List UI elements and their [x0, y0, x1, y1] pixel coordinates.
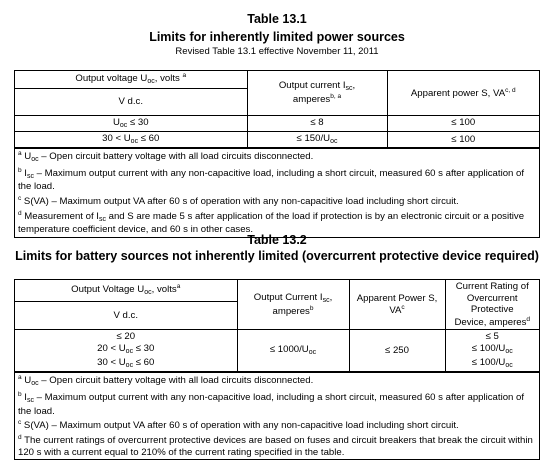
table2-col4-header: Current Rating of Overcurrent Protective Device, amperes$^d$ [445, 280, 539, 330]
table1-power-cell: ≤ 100 [387, 115, 539, 131]
table2-note-a: $^a$ $U_{oc}$ – Open circuit battery voltage with all load circuits disconnected. [18, 374, 314, 388]
table1-current-cell: ≤ 8 [247, 115, 387, 131]
table2-current-cell: ≤ $1000/U_{oc}$ [237, 330, 349, 372]
table2-title: Limits for battery sources not inherently limited (overcurrent protective device required) [15, 249, 539, 263]
table2-col1-subheader: V d.c. [15, 302, 237, 330]
table1-col1-subheader: V d.c. [15, 88, 247, 115]
table1-col1-header: Output voltage $U_{oc}$, volts $^a$ [15, 71, 247, 88]
table2-voltage-row: $20 < U_{oc} \le 30$ [97, 342, 155, 355]
table1-voltage-cell: $30 < U_{oc} \le 60$ [15, 131, 247, 147]
table2-note-b: $^b$ $I_{sc}$ – Maximum output current with any non-capacitive load, including a short circuit, measured 60 s after application of the load. [18, 391, 525, 417]
table2-voltage-cell [15, 330, 237, 372]
table1-note-a: $^a$ $U_{oc}$ – Open circuit battery voltage with all load circuits disconnected. [18, 150, 314, 164]
table1-note-b: $^b$ $I_{sc}$ – Maximum output current with any non-capacitive load, including a short circuit, measured 60 s after application of the load. [18, 166, 525, 193]
table1-col3-header: Apparent power S, VA$^{c, d}$ [387, 71, 539, 115]
table1-number: Table 13.1 [247, 12, 307, 26]
table2-col1-header: Output Voltage $U_{oc}$, volts$^a$ [15, 280, 237, 302]
table1-power-cell: ≤ 100 [387, 131, 539, 147]
table1-col2-header: Output current $I_{sc}$, amperes$^{b, a}$ [247, 71, 387, 115]
table2-col2-header: Output Current $I_{sc}$, amperes$^b$ [237, 280, 349, 330]
table1-title: Limits for inherently limited power sources [149, 30, 405, 44]
table2-rating-row: ≤ 5 [485, 331, 499, 342]
table1-note-c: $^c$ S(VA) – Maximum output VA after 60 s of operation with any non-capacitive load including short circuit. [18, 195, 459, 208]
table2-note-c: $^c$ S(VA) – Maximum output VA after 60 s of operation with any non-capacitive load including short circuit. [18, 419, 459, 432]
table2 [14, 279, 540, 460]
table1-note-d: $^d$ Measurement of $I_{sc}$ and S are made 5 s after application of the load if protection is by an electronic circuit or a positive temperature coefficient device, and 60 s in other cases. [18, 209, 525, 236]
table2-notes [15, 372, 539, 459]
table1-current-cell: ≤ $150/U_{oc}$ [247, 131, 387, 147]
table2-power-cell: ≤ 250 [349, 330, 445, 372]
table2-col3-header: Apparent Power S, $VA^c$ [349, 280, 445, 330]
table2-voltage-row: $30 < U_{oc} \le 60$ [97, 356, 155, 369]
table2-rating-cell [445, 330, 539, 372]
table1-revision: Revised Table 13.1 effective November 11, 2011 [175, 46, 379, 57]
table2-rating-row: ≤ $100/U_{oc}$ [471, 356, 513, 369]
table1 [14, 70, 540, 238]
table1-notes [15, 148, 539, 237]
table2-number: Table 13.2 [247, 233, 307, 247]
table2-voltage-row: ≤ 20 [116, 331, 136, 342]
table2-note-d: $^d$ The current ratings of overcurrent protective devices are based on fuses and circuit breakers that break the circuit within 120 s with a current equal to 210% of the current rating specified in the table. [18, 433, 533, 458]
table2-rating-row: ≤ $100/U_{oc}$ [471, 342, 513, 355]
table1-voltage-cell: $U_{oc} \le 30$ [15, 115, 247, 131]
